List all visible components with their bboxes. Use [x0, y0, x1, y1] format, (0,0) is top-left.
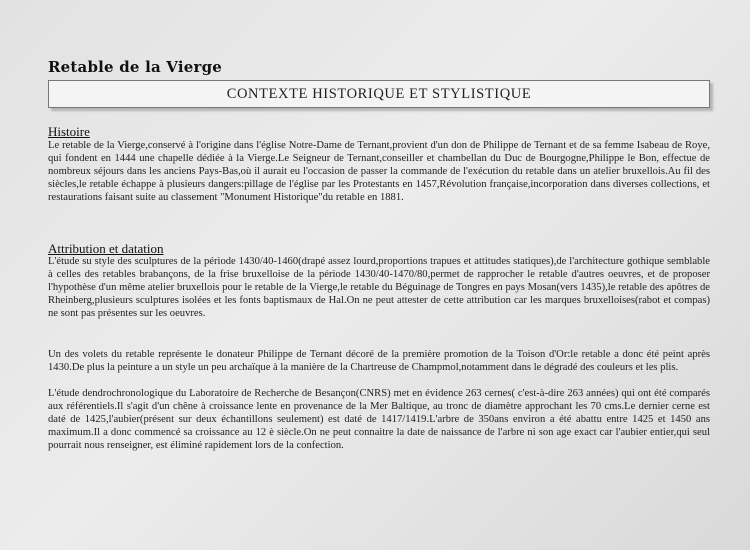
paragraph-dendrochronology: L'étude dendrochronologique du Laboratoire de Recherche de Besançon(CNRS) met en évidence 263 cernes( c'est-à-dire 263 années) qui ont été comparés aux référentiels.Il s'agit d'un chêne à croissance lente en provenance de la Mer Baltique, au tronc de diamètre approchant les 70 cms.Le dernier cerne est daté de 1425,l'aubier(présent sur deux échantillons seulement) est daté de 1417/1419.L'arbre de 350ans environ a été abattu entre 1425 et 1450 ans maximum.Il a donc commencé sa croissance au 12 è siècle.On ne peut connaitre la date de naissance de l'arbre ni son age exact car l'aubier entier,qui seul pourrait nous renseigner, est éliminé rapidement lors de la confection. [48, 388, 710, 451]
paragraph-donor-panel: Un des volets du retable représente le donateur Philippe de Ternant décoré de la première promotion de la Toison d'Or:le retable a donc été peint après 1430.De plus la peinture a un style un peu archaïque à la manière de la Chartreuse de Champmol,notamment dans le dégradé des couleurs et les plis. [48, 349, 710, 373]
banner-text: CONTEXTE HISTORIQUE ET STYLISTIQUE [226, 85, 532, 102]
heading-attribution-datation: Attribution et datation [48, 241, 164, 256]
document-title: Retable de la Vierge [48, 58, 223, 76]
section-banner [48, 80, 710, 108]
paragraph-histoire: Le retable de la Vierge,conservé à l'origine dans l'église Notre-Dame de Ternant,provient d'un don de Philippe de Ternant et de sa femme Isabeau de Roye, qui fondent en 1444 une chapelle dédiée à la Vierge.Le Seigneur de Ternant,conseiller et chambellan du Duc de Bourgogne,Philippe le Bon, effectue de nombreux séjours dans les anciens Pays-Bas,où il aurait eu l'occasion de passer la commande de l'exécution du retable dans un atelier bruxellois.Au fil des siècles,le retable échappe à plusieurs dangers:pillage de l'église par les Protestants en 1457,Révolution française,incorporation dans diverses collections, et restaurations faisant suite au classement "Monument Historique"du retable en 1881. [48, 140, 710, 203]
heading-histoire: Histoire [48, 124, 90, 139]
paragraph-style-study: L'étude su style des sculptures de la période 1430/40-1460(drapé assez lourd,proportions trapues et attitudes statiques),de l'architecture gothique semblable à celles des retables brabançons, de la frise bruxelloise de la période 1430/40-1470/80,permet de rapprocher le retable d'autres oeuvres, et de proposer l'hypothèse d'un même atelier bruxellois pour le retable de la Vierge,le retable du Béguinage de Tongres en pays Mosan(vers 1435),le retable des apôtres de Rheinberg,plusieurs sculptures isolées et les fonts baptismaux de Hal.On ne peut attester de cette attribution car les marques bruxelloises(rabot et compas) ne sont pas présentes sur les oeuvres. [48, 256, 710, 319]
